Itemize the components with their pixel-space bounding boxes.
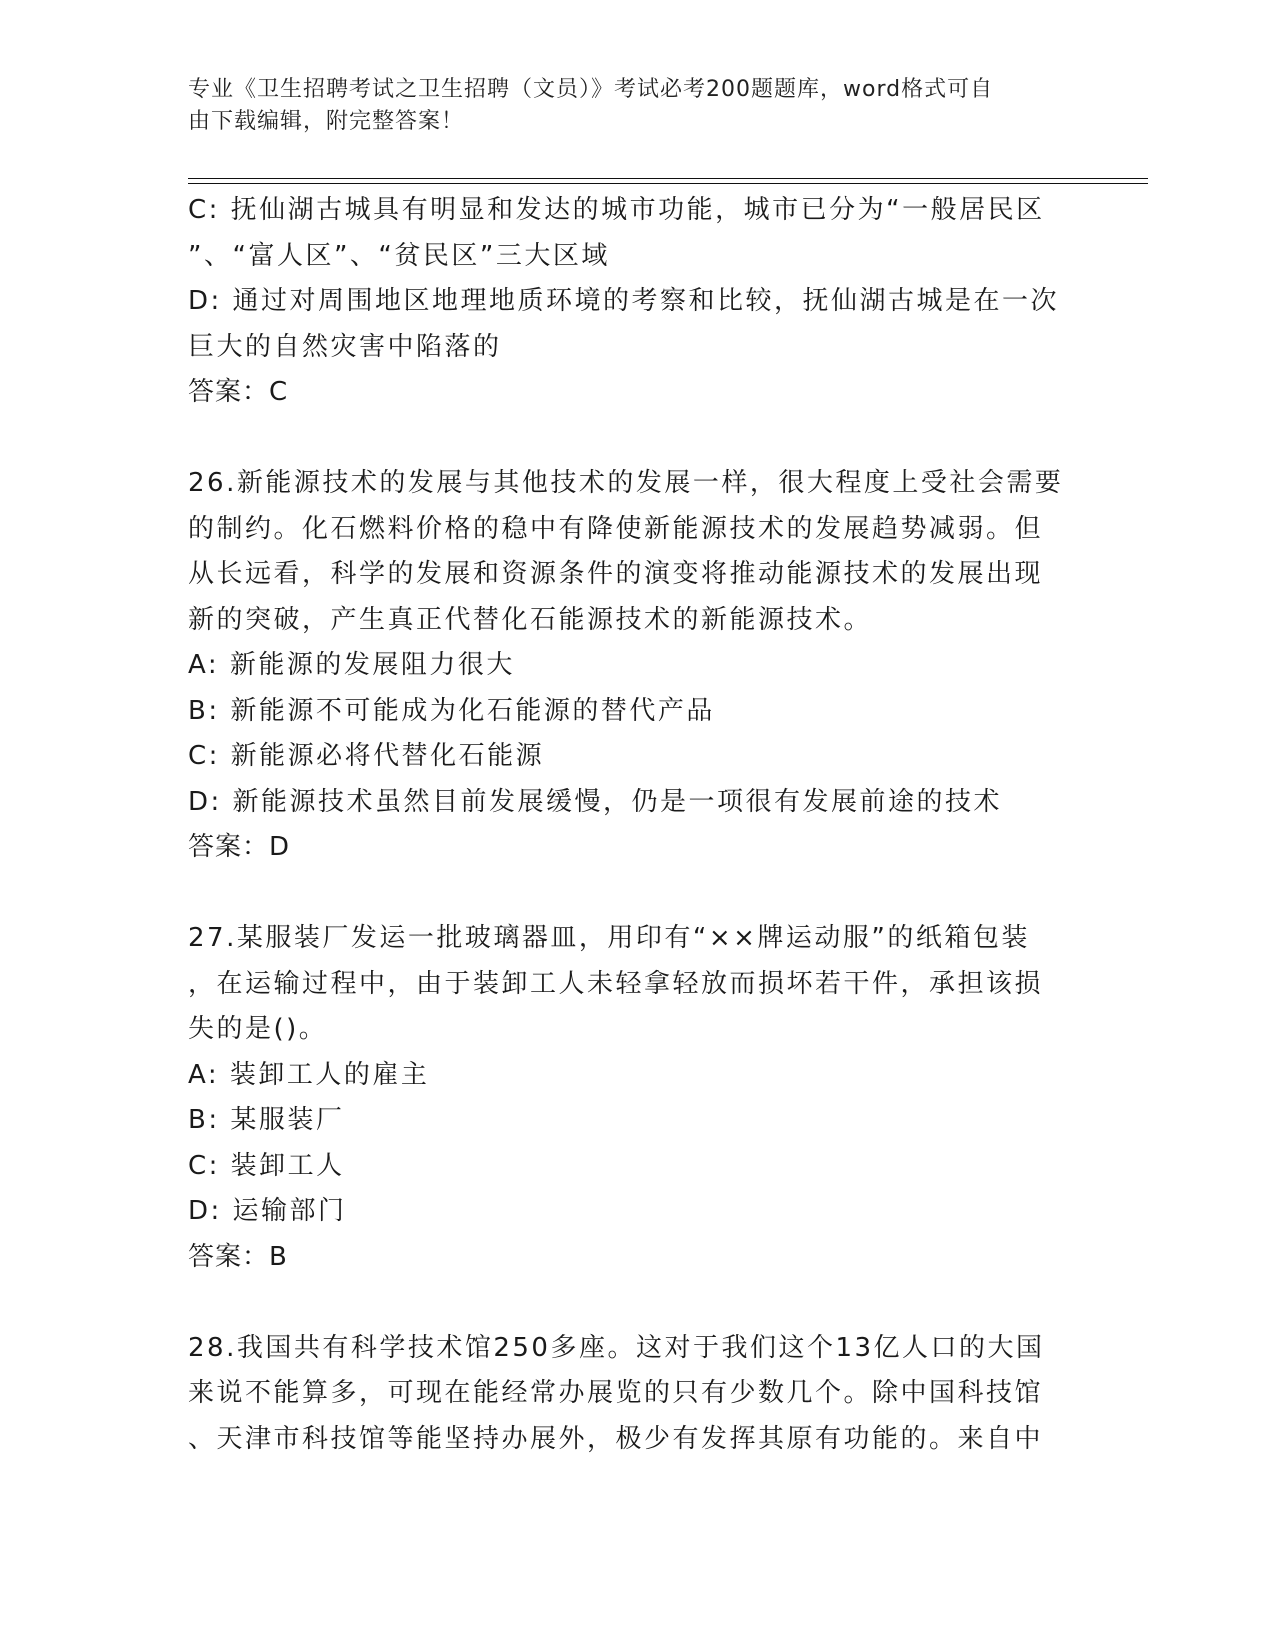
header-divider-top bbox=[188, 178, 1148, 179]
q28-stem-line-2: 来说不能算多，可现在能经常办展览的只有少数几个。除中国科技馆 bbox=[188, 1378, 1044, 1408]
header-line-2: 由下载编辑，附完整答案！ bbox=[188, 109, 465, 134]
q25-answer: 答案：C bbox=[188, 377, 289, 407]
q25-option-c-line-2: ”、“富人区”、“贫民区”三大区域 bbox=[188, 240, 610, 271]
q27-stem-line-3: 失的是()。 bbox=[188, 1014, 328, 1044]
document-header bbox=[188, 74, 1068, 138]
q25-option-d-line-1: D: 通过对周围地区地理地质环境的考察和比较，抚仙湖古城是在一次 bbox=[188, 286, 1060, 316]
q27-stem-line-2: ，在运输过程中，由于装卸工人未轻拿轻放而损坏若干件，承担该损 bbox=[188, 968, 1044, 999]
q26-stem-line-3: 从长远看，科学的发展和资源条件的演变将推动能源技术的发展出现 bbox=[188, 559, 1044, 589]
question-list bbox=[188, 188, 1088, 1462]
q26-stem-line-4: 新的突破，产生真正代替化石能源技术的新能源技术。 bbox=[188, 604, 873, 635]
question-27 bbox=[188, 916, 1088, 1280]
q27-answer: 答案：B bbox=[188, 1241, 288, 1272]
q26-answer: 答案：D bbox=[188, 832, 291, 862]
q26-stem-line-1: 26.新能源技术的发展与其他技术的发展一样，很大程度上受社会需要 bbox=[188, 468, 1064, 498]
q27-option-b: B: 某服装厂 bbox=[188, 1105, 345, 1135]
q26-stem-line-2: 的制约。化石燃料价格的稳中有降使新能源技术的发展趋势减弱。但 bbox=[188, 513, 1044, 544]
q27-option-d: D: 运输部门 bbox=[188, 1196, 347, 1226]
q26-option-c: C: 新能源必将代替化石能源 bbox=[188, 741, 545, 771]
question-28 bbox=[188, 1326, 1088, 1463]
q26-option-d: D: 新能源技术虽然目前发展缓慢，仍是一项很有发展前途的技术 bbox=[188, 786, 1003, 817]
question-26 bbox=[188, 461, 1088, 871]
spacer bbox=[188, 871, 1088, 917]
q26-option-b: B: 新能源不可能成为化石能源的替代产品 bbox=[188, 695, 715, 726]
q25-option-c-line-1: C: 抚仙湖古城具有明显和发达的城市功能，城市已分为“一般居民区 bbox=[188, 195, 1045, 225]
header-divider-bottom bbox=[188, 183, 1148, 184]
spacer bbox=[188, 1280, 1088, 1326]
spacer bbox=[188, 416, 1088, 462]
header-line-1: 专业《卫生招聘考试之卫生招聘（文员）》考试必考200题题库，word格式可自 bbox=[188, 77, 994, 102]
question-25 bbox=[188, 188, 1088, 416]
q28-stem-line-3: 、天津市科技馆等能坚持办展外，极少有发挥其原有功能的。来自中 bbox=[188, 1423, 1044, 1454]
q27-stem-line-1: 27.某服装厂发运一批玻璃器皿，用印有“××牌运动服”的纸箱包装 bbox=[188, 923, 1030, 953]
q28-stem-line-1: 28.我国共有科学技术馆250多座。这对于我们这个13亿人口的大国 bbox=[188, 1332, 1045, 1363]
q27-option-c: C: 装卸工人 bbox=[188, 1150, 345, 1181]
q26-option-a: A: 新能源的发展阻力很大 bbox=[188, 650, 515, 680]
q27-option-a: A: 装卸工人的雇主 bbox=[188, 1059, 430, 1090]
q25-option-d-line-2: 巨大的自然灾害中陷落的 bbox=[188, 331, 502, 362]
